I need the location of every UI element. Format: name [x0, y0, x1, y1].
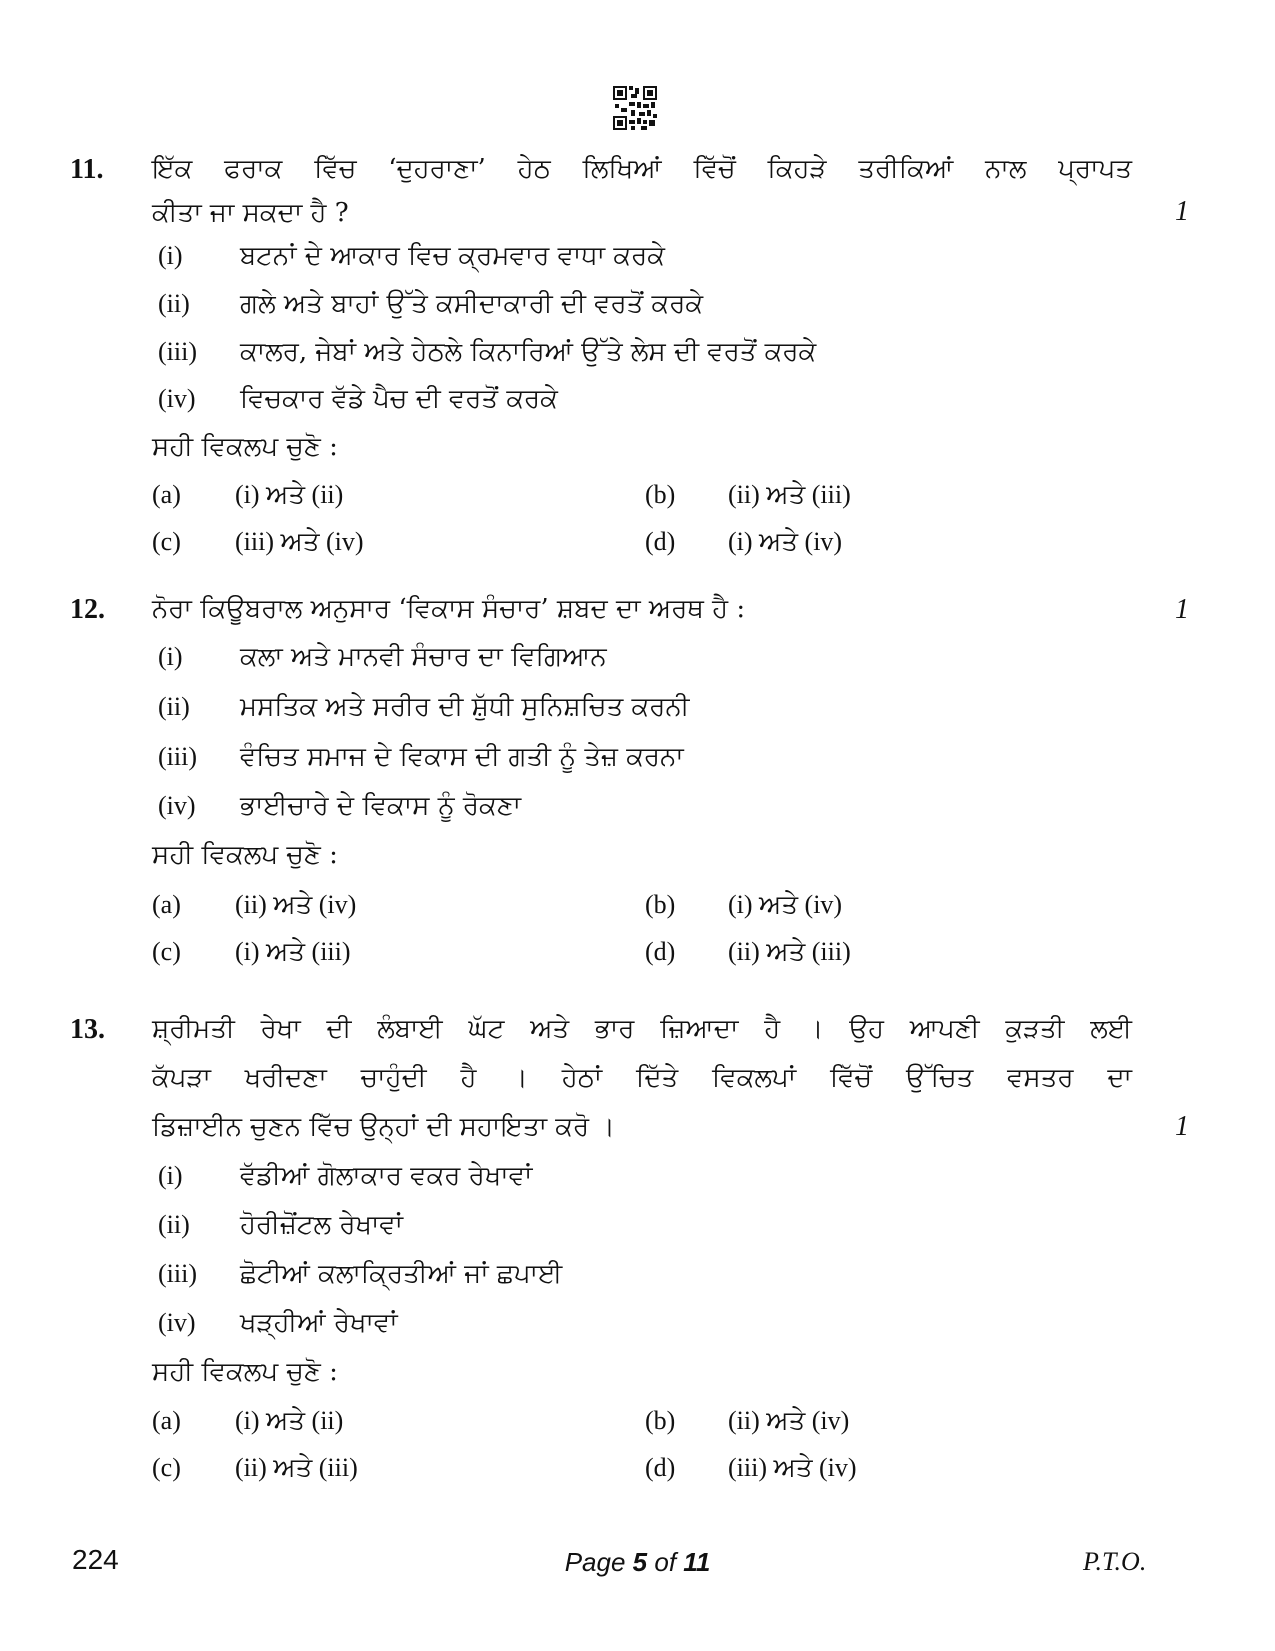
- item-label: (i): [158, 1161, 183, 1190]
- question-text-line: ਸ਼੍ਰੀਮਤੀ ਰੇਖਾ ਦੀ ਲੰਬਾਈ ਘੱਟ ਅਤੇ ਭਾਰ ਜ਼ਿਆਦਾ ਹੈ । ਉਹ ਆਪਣੀ ਕੁੜਤੀ ਲਈ: [152, 1014, 1132, 1044]
- item-text: ਕਲਾ ਅਤੇ ਮਾਨਵੀ ਸੰਚਾਰ ਦਾ ਵਿਗਿਆਨ: [240, 642, 607, 672]
- question-text-line: ਕੀਤਾ ਜਾ ਸਕਦਾ ਹੈ ?: [152, 198, 349, 228]
- question-number: 13.: [70, 1014, 105, 1045]
- option-text: (ii) ਅਤੇ (iii): [728, 480, 851, 509]
- item-text: ਭਾਈਚਾਰੇ ਦੇ ਵਿਕਾਸ ਨੂੰ ਰੋਕਣਾ: [240, 791, 522, 821]
- question-number: 12.: [70, 594, 105, 625]
- list-item: [0, 1303, 1275, 1343]
- item-label: (iii): [158, 337, 197, 366]
- item-label: (ii): [158, 692, 190, 721]
- list-item: [0, 1254, 1275, 1294]
- list-item: [0, 786, 1275, 826]
- option-label: (c): [152, 527, 181, 556]
- question-text-line: ਡਿਜ਼ਾਈਨ ਚੁਣਨ ਵਿੱਚ ਉਨ੍ਹਾਂ ਦੀ ਸਹਾਇਤਾ ਕਰੋ ।: [152, 1112, 615, 1142]
- question-text-line: ਨੋਰਾ ਕਿਊਬਰਾਲ ਅਨੁਸਾਰ ‘ਵਿਕਾਸ ਸੰਚਾਰ’ ਸ਼ਬਦ ਦਾ ਅਰਥ ਹੈ :: [152, 594, 746, 624]
- paper-code: 224: [72, 1544, 119, 1575]
- option-text: (i) ਅਤੇ (iv): [728, 527, 843, 556]
- option-text: (ii) ਅਤੇ (iii): [728, 937, 851, 966]
- choose-instruction: ਸਹੀ ਵਿਕਲਪ ਚੁਣੋ :: [152, 432, 338, 462]
- option-label: (d): [645, 1453, 676, 1482]
- question-number: 11.: [70, 154, 104, 185]
- option-label: (d): [645, 527, 676, 556]
- option-text: (i) ਅਤੇ (ii): [235, 1406, 344, 1435]
- item-label: (iv): [158, 791, 196, 820]
- pto-label: P.T.O.: [1083, 1547, 1147, 1576]
- item-label: (ii): [158, 1210, 190, 1239]
- page-of: of: [654, 1547, 677, 1577]
- option-text: (i) ਅਤੇ (ii): [235, 480, 344, 509]
- item-label: (iv): [158, 384, 196, 413]
- question-text-line: ਇੱਕ ਫਰਾਕ ਵਿੱਚ ‘ਦੁਹਰਾਣਾ’ ਹੇਠ ਲਿਖਿਆਂ ਵਿੱਚੋਂ ਕਿਹੜੇ ਤਰੀਕਿਆਂ ਨਾਲ ਪ੍ਰਾਪਤ: [152, 154, 1132, 184]
- option-text: (i) ਅਤੇ (iv): [728, 890, 843, 919]
- choose-instruction: ਸਹੀ ਵਿਕਲਪ ਚੁਣੋ :: [152, 840, 338, 870]
- item-label: (iv): [158, 1308, 196, 1337]
- list-item: [0, 687, 1275, 727]
- item-text: ਵਿਚਕਾਰ ਵੱਡੇ ਪੈਚ ਦੀ ਵਰਤੋਂ ਕਰਕੇ: [240, 384, 558, 414]
- list-item: [0, 379, 1275, 419]
- option-text: (iii) ਅਤੇ (iv): [235, 527, 364, 556]
- list-item: [0, 1205, 1275, 1245]
- option-text: (i) ਅਤੇ (iii): [235, 937, 351, 966]
- option-label: (a): [152, 1406, 181, 1435]
- item-label: (iii): [158, 742, 197, 771]
- page-prefix: Page: [564, 1547, 626, 1577]
- option-label: (a): [152, 480, 181, 509]
- item-label: (ii): [158, 289, 190, 318]
- item-label: (i): [158, 642, 183, 671]
- item-text: ਬਟਨਾਂ ਦੇ ਆਕਾਰ ਵਿਚ ਕ੍ਰਮਵਾਰ ਵਾਧਾ ਕਰਕੇ: [240, 241, 665, 271]
- marks: 1: [1175, 594, 1189, 625]
- item-text: ਛੋਟੀਆਂ ਕਲਾਕ੍ਰਿਤੀਆਂ ਜਾਂ ਛਪਾਈ: [240, 1259, 563, 1289]
- item-text: ਕਾਲਰ, ਜੇਬਾਂ ਅਤੇ ਹੇਠਲੇ ਕਿਨਾਰਿਆਂ ਉੱਤੇ ਲੇਸ ਦੀ ਵਰਤੋਂ ਕਰਕੇ: [240, 337, 817, 367]
- list-item: [0, 737, 1275, 777]
- item-label: (iii): [158, 1259, 197, 1288]
- option-label: (a): [152, 890, 181, 919]
- option-label: (b): [645, 890, 676, 919]
- option-text: (ii) ਅਤੇ (iv): [728, 1406, 850, 1435]
- item-text: ਗਲੇ ਅਤੇ ਬਾਹਾਂ ਉੱਤੇ ਕਸੀਦਾਕਾਰੀ ਦੀ ਵਰਤੋਂ ਕਰਕੇ: [240, 289, 704, 319]
- option-text: (ii) ਅਤੇ (iv): [235, 890, 357, 919]
- marks: 1: [1175, 196, 1189, 227]
- option-label: (c): [152, 1453, 181, 1482]
- list-item: [0, 284, 1275, 324]
- option-text: (iii) ਅਤੇ (iv): [728, 1453, 857, 1482]
- list-item: [0, 332, 1275, 372]
- question-text-line: ਕੱਪੜਾ ਖਰੀਦਣਾ ਚਾਹੁੰਦੀ ਹੈ । ਹੇਠਾਂ ਦਿੱਤੇ ਵਿਕਲਪਾਂ ਵਿੱਚੋਂ ਉੱਚਿਤ ਵਸਤਰ ਦਾ: [152, 1063, 1132, 1093]
- option-label: (b): [645, 480, 676, 509]
- option-label: (b): [645, 1406, 676, 1435]
- qr-code-icon: [613, 86, 657, 130]
- choose-instruction: ਸਹੀ ਵਿਕਲਪ ਚੁਣੋ :: [152, 1357, 338, 1387]
- marks: 1: [1175, 1111, 1189, 1142]
- item-text: ਵੰਚਿਤ ਸਮਾਜ ਦੇ ਵਿਕਾਸ ਦੀ ਗਤੀ ਨੂੰ ਤੇਜ਼ ਕਰਨਾ: [240, 742, 684, 772]
- item-text: ਮਸਤਿਕ ਅਤੇ ਸਰੀਰ ਦੀ ਸ਼ੁੱਧੀ ਸੁਨਿਸ਼ਚਿਤ ਕਰਨੀ: [240, 692, 690, 722]
- page-total: 11: [683, 1547, 711, 1577]
- list-item: [0, 1156, 1275, 1196]
- option-label: (c): [152, 937, 181, 966]
- item-text: ਹੋਰੀਜ਼ੋਂਟਲ ਰੇਖਾਵਾਂ: [240, 1210, 404, 1240]
- list-item: [0, 637, 1275, 677]
- page-current: 5: [632, 1547, 648, 1577]
- option-label: (d): [645, 937, 676, 966]
- item-label: (i): [158, 241, 183, 270]
- option-text: (ii) ਅਤੇ (iii): [235, 1453, 358, 1482]
- item-text: ਖੜ੍ਹੀਆਂ ਰੇਖਾਵਾਂ: [240, 1308, 398, 1338]
- list-item: [0, 236, 1275, 276]
- item-text: ਵੱਡੀਆਂ ਗੋਲਾਕਾਰ ਵਕਰ ਰੇਖਾਵਾਂ: [240, 1161, 533, 1191]
